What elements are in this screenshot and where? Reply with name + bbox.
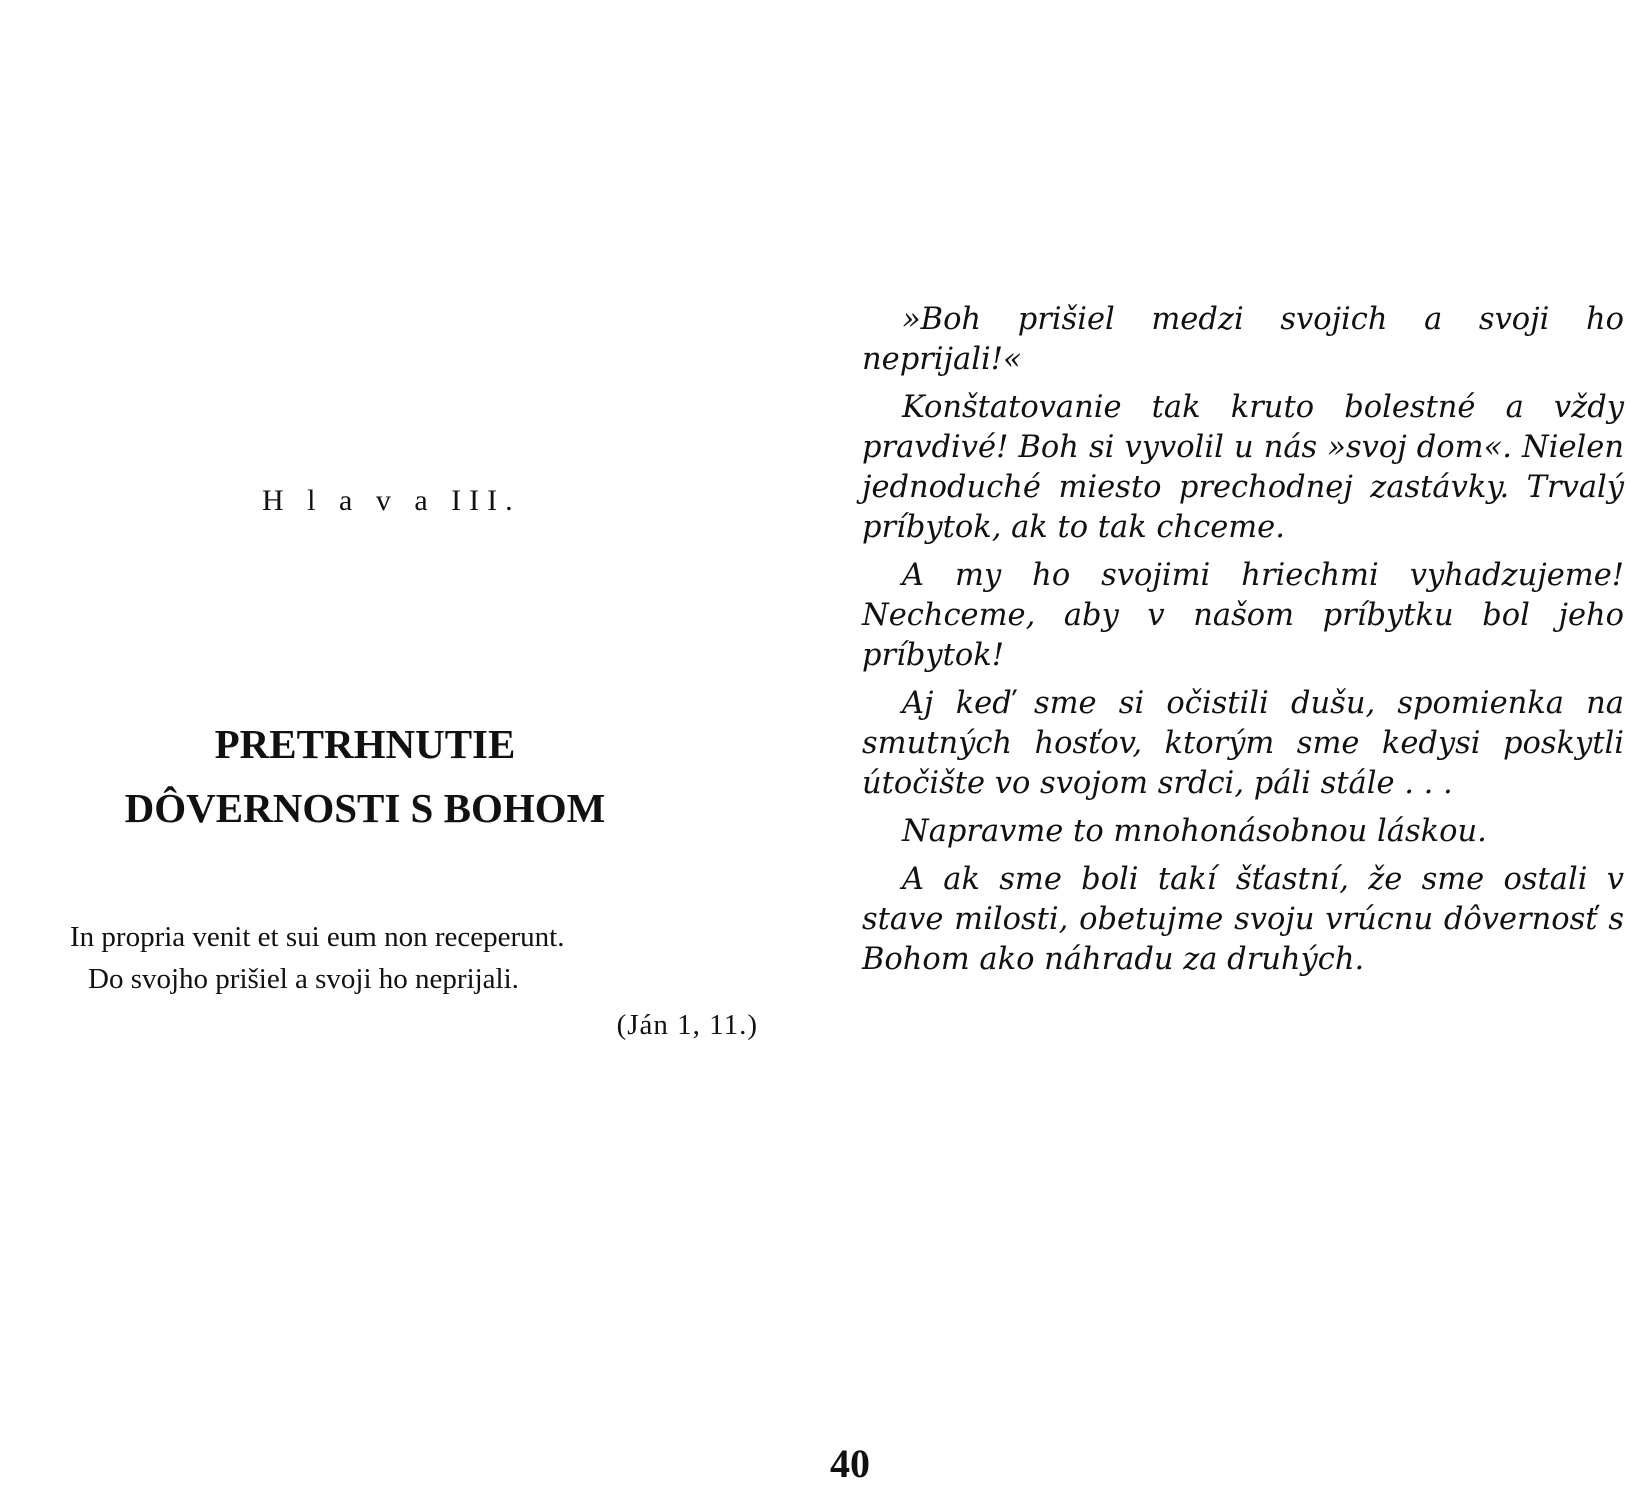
epigraph-latin: In propria venit et sui eum non receperunt. [70,921,565,953]
paragraph: A ak sme boli takí šťastní, že sme ostali v stave milosti, obetujme svoju vrúcnu dôvernosť s Bohom ako náhradu za druhých. [862,862,1624,977]
paragraph: Napravme to mnohonásobnou láskou. [902,814,1487,849]
epigraph-reference: (Ján 1, 11.) [616,1009,758,1041]
chapter-title-line-2: DÔVERNOSTI S BOHOM [124,785,606,831]
paragraph: Konštatovanie tak kruto bolestné a vždy pravdivé! Boh si vyvolil u nás »svoj dom«. Nielen jednoduché miesto prechodnej zastávky. Trvalý príbytok, ak to tak chceme. [862,390,1624,545]
paragraph: »Boh prišiel medzi svojich a svoji ho neprijali!« [862,302,1624,377]
chapter-title-line-1: PRETRHNUTIE [214,721,516,767]
chapter-title [60,712,670,840]
paragraph: A my ho svojimi hriechmi vyhadzujeme! Nechceme, aby v našom príbytku bol jeho príbytok! [862,558,1624,673]
epigraph [70,916,770,1046]
paragraph: Aj keď sme si očistili dušu, spomienka na smutných hosťov, ktorým sme kedysi poskytli útočište vo svojom srdci, páli stále . . . [862,686,1624,801]
chapter-label: H l a v a III. [262,484,521,517]
page-number: 40 [830,1441,870,1486]
epigraph-slovak: Do svojho prišiel a svoji ho neprijali. [88,963,519,995]
body-text [862,300,1624,988]
